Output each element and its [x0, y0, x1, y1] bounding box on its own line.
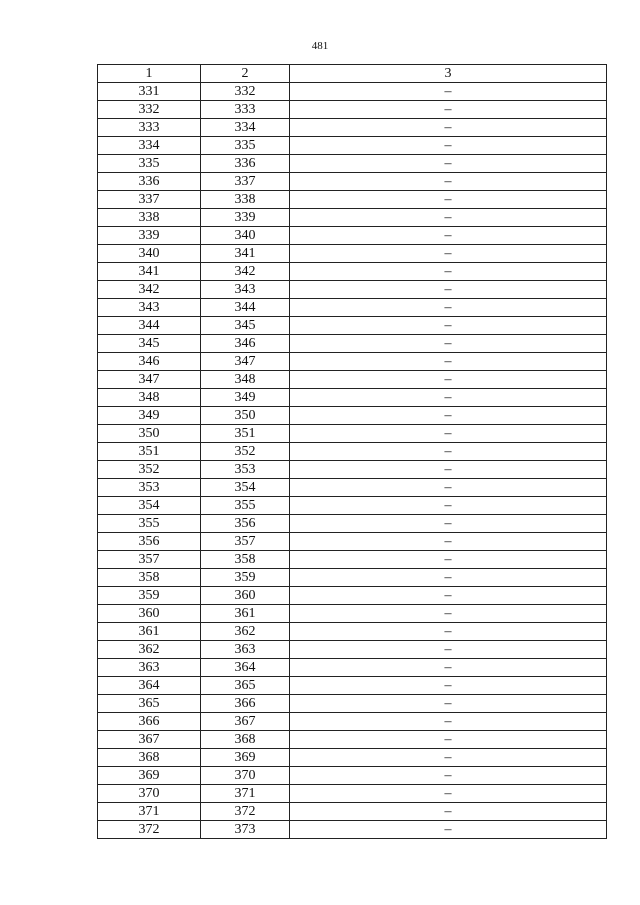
- table-row: [98, 461, 607, 479]
- table-cell-col3: –: [290, 731, 607, 749]
- table-cell-col1: 358: [98, 569, 201, 587]
- table-row: [98, 155, 607, 173]
- table-cell-col3: –: [290, 659, 607, 677]
- table-cell-col2: 348: [201, 371, 290, 389]
- table-cell-col2: 370: [201, 767, 290, 785]
- table-cell-col2: 347: [201, 353, 290, 371]
- table-cell-col3: –: [290, 533, 607, 551]
- table-row: [98, 101, 607, 119]
- table-cell-col3: –: [290, 569, 607, 587]
- column-header-3: 3: [290, 65, 607, 83]
- table-cell-col3: –: [290, 335, 607, 353]
- table-row: [98, 677, 607, 695]
- table-cell-col1: 370: [98, 785, 201, 803]
- table-cell-col3: –: [290, 227, 607, 245]
- table-cell-col3: –: [290, 605, 607, 623]
- table-cell-col1: 352: [98, 461, 201, 479]
- table-cell-col3: –: [290, 353, 607, 371]
- table-cell-col3: –: [290, 389, 607, 407]
- column-header-2: 2: [201, 65, 290, 83]
- table-cell-col1: 351: [98, 443, 201, 461]
- table-cell-col3: –: [290, 767, 607, 785]
- table-row: [98, 767, 607, 785]
- table-row: [98, 713, 607, 731]
- table-cell-col3: –: [290, 587, 607, 605]
- table-cell-col1: 347: [98, 371, 201, 389]
- table-cell-col2: 356: [201, 515, 290, 533]
- table-cell-col1: 359: [98, 587, 201, 605]
- table-cell-col2: 361: [201, 605, 290, 623]
- table-cell-col3: –: [290, 821, 607, 839]
- table-cell-col3: –: [290, 191, 607, 209]
- table-cell-col2: 336: [201, 155, 290, 173]
- table-cell-col3: –: [290, 119, 607, 137]
- table-cell-col1: 336: [98, 173, 201, 191]
- table-cell-col2: 352: [201, 443, 290, 461]
- table-cell-col1: 332: [98, 101, 201, 119]
- table-row: [98, 299, 607, 317]
- table-cell-col1: 345: [98, 335, 201, 353]
- table-cell-col1: 346: [98, 353, 201, 371]
- table-cell-col1: 350: [98, 425, 201, 443]
- table-row: [98, 209, 607, 227]
- table-cell-col1: 331: [98, 83, 201, 101]
- table-cell-col2: 367: [201, 713, 290, 731]
- table-cell-col2: 339: [201, 209, 290, 227]
- table-cell-col3: –: [290, 515, 607, 533]
- table-cell-col2: 333: [201, 101, 290, 119]
- table-cell-col1: 354: [98, 497, 201, 515]
- table-cell-col1: 340: [98, 245, 201, 263]
- table-cell-col2: 366: [201, 695, 290, 713]
- table-cell-col2: 351: [201, 425, 290, 443]
- table-row: [98, 245, 607, 263]
- table-cell-col3: –: [290, 677, 607, 695]
- table-cell-col3: –: [290, 803, 607, 821]
- table-cell-col1: 344: [98, 317, 201, 335]
- table-row: [98, 137, 607, 155]
- table-cell-col1: 371: [98, 803, 201, 821]
- table-row: [98, 641, 607, 659]
- table-cell-col2: 357: [201, 533, 290, 551]
- table-row: [98, 785, 607, 803]
- table-row: [98, 227, 607, 245]
- table-cell-col1: 362: [98, 641, 201, 659]
- table-cell-col1: 368: [98, 749, 201, 767]
- table-row: [98, 173, 607, 191]
- table-cell-col1: 341: [98, 263, 201, 281]
- table-row: [98, 83, 607, 101]
- table-cell-col1: 333: [98, 119, 201, 137]
- table-cell-col2: 344: [201, 299, 290, 317]
- column-header-1: 1: [98, 65, 201, 83]
- table-row: [98, 749, 607, 767]
- table-body: [98, 83, 607, 839]
- table-cell-col2: 362: [201, 623, 290, 641]
- table-cell-col3: –: [290, 209, 607, 227]
- table-cell-col1: 356: [98, 533, 201, 551]
- table-row: [98, 821, 607, 839]
- table-cell-col1: 357: [98, 551, 201, 569]
- table-cell-col2: 372: [201, 803, 290, 821]
- table-cell-col2: 369: [201, 749, 290, 767]
- table-row: [98, 497, 607, 515]
- table-cell-col2: 343: [201, 281, 290, 299]
- table-row: [98, 587, 607, 605]
- table-cell-col2: 337: [201, 173, 290, 191]
- table-cell-col1: 349: [98, 407, 201, 425]
- table-cell-col2: 355: [201, 497, 290, 515]
- table-cell-col3: –: [290, 245, 607, 263]
- table-cell-col3: –: [290, 497, 607, 515]
- table-row: [98, 371, 607, 389]
- table-cell-col1: 364: [98, 677, 201, 695]
- table-row: [98, 263, 607, 281]
- table-row: [98, 389, 607, 407]
- table-cell-col3: –: [290, 641, 607, 659]
- table-cell-col2: 364: [201, 659, 290, 677]
- table-row: [98, 569, 607, 587]
- table-row: [98, 479, 607, 497]
- table-cell-col1: 363: [98, 659, 201, 677]
- table-cell-col1: 369: [98, 767, 201, 785]
- table-row: [98, 425, 607, 443]
- table-cell-col2: 334: [201, 119, 290, 137]
- table-cell-col2: 340: [201, 227, 290, 245]
- table-cell-col3: –: [290, 173, 607, 191]
- table-row: [98, 407, 607, 425]
- table-cell-col3: –: [290, 101, 607, 119]
- table-row: [98, 605, 607, 623]
- table-cell-col2: 350: [201, 407, 290, 425]
- table-cell-col2: 332: [201, 83, 290, 101]
- table-cell-col2: 358: [201, 551, 290, 569]
- table-cell-col2: 368: [201, 731, 290, 749]
- table-cell-col2: 345: [201, 317, 290, 335]
- table-cell-col1: 365: [98, 695, 201, 713]
- table-cell-col2: 341: [201, 245, 290, 263]
- table-cell-col1: 339: [98, 227, 201, 245]
- table-cell-col3: –: [290, 155, 607, 173]
- table-cell-col3: –: [290, 749, 607, 767]
- table-cell-col1: 360: [98, 605, 201, 623]
- table-cell-col1: 367: [98, 731, 201, 749]
- table-cell-col3: –: [290, 785, 607, 803]
- table-cell-col2: 346: [201, 335, 290, 353]
- table-cell-col3: –: [290, 137, 607, 155]
- table-row: [98, 659, 607, 677]
- table-cell-col3: –: [290, 713, 607, 731]
- table-cell-col2: 363: [201, 641, 290, 659]
- table-row: [98, 533, 607, 551]
- table-cell-col1: 335: [98, 155, 201, 173]
- table-row: [98, 317, 607, 335]
- table-cell-col1: 343: [98, 299, 201, 317]
- table-row: [98, 623, 607, 641]
- table-row: [98, 191, 607, 209]
- table-cell-col3: –: [290, 551, 607, 569]
- table-cell-col3: –: [290, 281, 607, 299]
- table-cell-col3: –: [290, 299, 607, 317]
- table-row: [98, 551, 607, 569]
- table-cell-col2: 373: [201, 821, 290, 839]
- table-row: [98, 803, 607, 821]
- table-header-row: [98, 65, 607, 83]
- table-cell-col2: 365: [201, 677, 290, 695]
- table-cell-col1: 355: [98, 515, 201, 533]
- table-cell-col1: 366: [98, 713, 201, 731]
- table-cell-col3: –: [290, 371, 607, 389]
- table-cell-col3: –: [290, 407, 607, 425]
- table-row: [98, 731, 607, 749]
- table-cell-col2: 371: [201, 785, 290, 803]
- table-cell-col3: –: [290, 263, 607, 281]
- table-cell-col2: 335: [201, 137, 290, 155]
- table-cell-col3: –: [290, 443, 607, 461]
- table-cell-col3: –: [290, 623, 607, 641]
- table-cell-col3: –: [290, 317, 607, 335]
- table-cell-col3: –: [290, 461, 607, 479]
- table-cell-col1: 334: [98, 137, 201, 155]
- table-cell-col1: 353: [98, 479, 201, 497]
- table-row: [98, 443, 607, 461]
- table-row: [98, 353, 607, 371]
- table-cell-col3: –: [290, 83, 607, 101]
- table-cell-col2: 349: [201, 389, 290, 407]
- table-cell-col2: 354: [201, 479, 290, 497]
- table-cell-col2: 359: [201, 569, 290, 587]
- table-cell-col1: 342: [98, 281, 201, 299]
- table-row: [98, 695, 607, 713]
- table-cell-col1: 372: [98, 821, 201, 839]
- table-cell-col2: 360: [201, 587, 290, 605]
- data-table: [97, 64, 607, 839]
- table-row: [98, 515, 607, 533]
- table-row: [98, 281, 607, 299]
- table-cell-col2: 353: [201, 461, 290, 479]
- table-row: [98, 335, 607, 353]
- table-cell-col1: 348: [98, 389, 201, 407]
- table-cell-col3: –: [290, 695, 607, 713]
- table-cell-col3: –: [290, 479, 607, 497]
- table-cell-col3: –: [290, 425, 607, 443]
- table-cell-col2: 342: [201, 263, 290, 281]
- table-cell-col1: 338: [98, 209, 201, 227]
- table-row: [98, 119, 607, 137]
- table-cell-col1: 361: [98, 623, 201, 641]
- page-number: 481: [311, 40, 329, 52]
- table-cell-col1: 337: [98, 191, 201, 209]
- table-cell-col2: 338: [201, 191, 290, 209]
